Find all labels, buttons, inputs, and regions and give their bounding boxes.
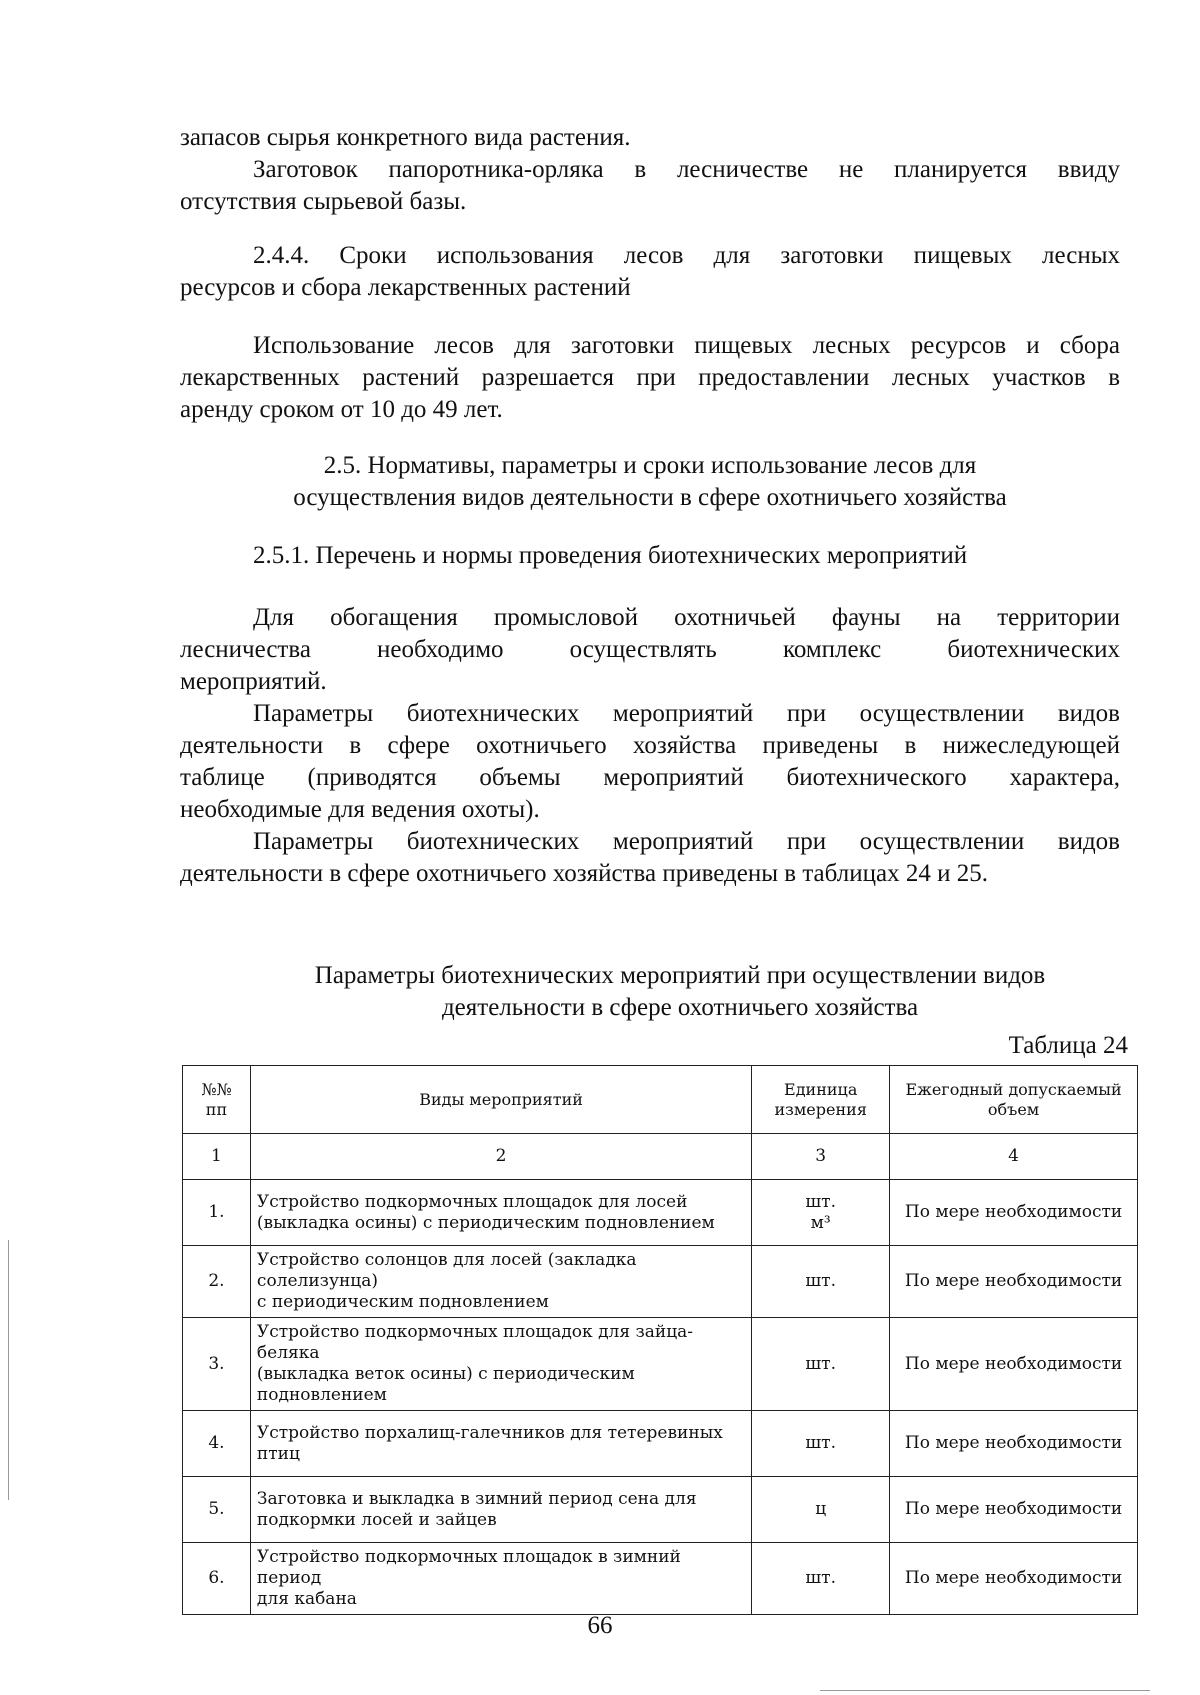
activity-line: с периодическим подновлением	[256, 1292, 549, 1312]
text-line: необходимые для ведения охоты).	[180, 796, 540, 823]
unit-line: шт.	[805, 1271, 836, 1291]
row-unit	[752, 1318, 890, 1411]
row-activity	[250, 1180, 751, 1246]
page-number: 66	[587, 1612, 613, 1639]
text-line: Параметры биотехнических мероприятий при осуществлении видов	[253, 828, 1120, 855]
table-caption: Таблица 24	[1008, 1032, 1128, 1059]
paragraph-forest-use	[180, 330, 1120, 426]
activity-line: птиц	[256, 1443, 300, 1464]
text-line: таблице (приводятся объемы мероприятий биотехнического характера,	[180, 764, 1120, 791]
table-row	[183, 1543, 1138, 1615]
unit-line: шт.	[805, 1433, 836, 1453]
header-number: №№ пп	[183, 1066, 251, 1134]
row-activity	[250, 1477, 751, 1543]
scan-artifact	[820, 1690, 1150, 1691]
row-unit	[752, 1543, 890, 1615]
activity-line: (выкладка веток осины) с периодическим подновлением	[256, 1364, 635, 1405]
header-unit: Единица измерения	[752, 1066, 890, 1134]
activity-line: для кабана	[256, 1589, 357, 1609]
text-line: аренду сроком от 10 до 49 лет.	[180, 396, 503, 423]
row-volume: По мере необходимости	[890, 1318, 1138, 1411]
table-title	[250, 960, 1110, 1024]
row-number: 1.	[183, 1180, 251, 1246]
row-activity	[250, 1318, 751, 1411]
row-number: 4.	[183, 1411, 251, 1477]
text-line: деятельности в сфере охотничьего хозяйства	[441, 994, 919, 1021]
row-activity	[250, 1543, 751, 1615]
heading-2-4-4	[180, 240, 1120, 304]
paragraph-parameters-2	[180, 826, 1120, 890]
activity-line: Устройство подкормочных площадок для зайца-беляка	[256, 1322, 694, 1363]
table-row	[183, 1318, 1138, 1411]
paragraph-continuation	[180, 122, 1120, 154]
text-line: 2.4.4. Сроки использования лесов для заготовки пищевых лесных	[253, 242, 1120, 269]
row-unit	[752, 1246, 890, 1318]
heading-2-5	[180, 450, 1120, 514]
text-line: отсутствия сырьевой базы.	[180, 188, 467, 215]
text-line: 2.5.1. Перечень и нормы проведения биотехнических мероприятий	[253, 542, 968, 569]
activity-line: Устройство порхалищ-галечников для тетеревиных	[256, 1422, 723, 1443]
column-number: 4	[890, 1134, 1138, 1180]
unit-line: шт.	[805, 1568, 836, 1588]
text-line: лесничества необходимо осуществлять комплекс биотехнических	[180, 636, 1120, 663]
text-line: Заготовок папоротника-орляка в лесничестве не планируется ввиду	[253, 156, 1120, 183]
text-line: Параметры биотехнических мероприятий при осуществлении видов	[253, 700, 1120, 727]
scan-artifact	[8, 1240, 9, 1500]
text-line: лекарственных растений разрешается при предоставлении лесных участков в	[180, 364, 1120, 391]
text-line: деятельности в сфере охотничьего хозяйства приведены в нижеследующей	[180, 732, 1120, 759]
activity-line: подкормки лосей и зайцев	[256, 1509, 497, 1530]
row-volume: По мере необходимости	[890, 1411, 1138, 1477]
row-unit	[752, 1411, 890, 1477]
row-number: 6.	[183, 1543, 251, 1615]
unit-line: шт.	[805, 1353, 836, 1374]
row-unit	[752, 1180, 890, 1246]
text-line: Параметры биотехнических мероприятий при осуществлении видов	[314, 962, 1046, 989]
activity-line: Устройство подкормочных площадок в зимний период	[256, 1547, 681, 1588]
text-line: Для обогащения промысловой охотничьей фауны на территории	[253, 604, 1120, 631]
column-number: 1	[183, 1134, 251, 1180]
paragraph-bracken	[180, 154, 1120, 218]
text-line: осуществления видов деятельности в сфере охотничьего хозяйства	[293, 484, 1007, 511]
table-row	[183, 1246, 1138, 1318]
table-24	[182, 1065, 1138, 1615]
text-line: ресурсов и сбора лекарственных растений	[180, 274, 631, 301]
table-header-row	[183, 1066, 1138, 1134]
unit-line: ц	[815, 1499, 827, 1519]
activity-line: Устройство солонцов для лосей (закладка солелизунца)	[256, 1250, 637, 1291]
paragraph-enrichment	[180, 602, 1120, 698]
row-volume: По мере необходимости	[890, 1180, 1138, 1246]
text-line: запасов сырья конкретного вида растения.	[180, 124, 631, 151]
row-activity	[250, 1411, 751, 1477]
row-activity	[250, 1246, 751, 1318]
unit-line: шт.	[805, 1191, 836, 1212]
row-volume: По мере необходимости	[890, 1543, 1138, 1615]
text-line: мероприятий.	[180, 668, 327, 695]
text-line: деятельности в сфере охотничьего хозяйства приведены в таблицах 24 и 25.	[180, 860, 988, 887]
activity-line: Устройство подкормочных площадок для лосей	[256, 1191, 688, 1212]
header-activity: Виды мероприятий	[250, 1066, 751, 1134]
column-number: 3	[752, 1134, 890, 1180]
row-unit	[752, 1477, 890, 1543]
text-line: Использование лесов для заготовки пищевых лесных ресурсов и сбора	[253, 332, 1120, 359]
unit-line: м³	[810, 1212, 831, 1233]
row-number: 3.	[183, 1318, 251, 1411]
row-number: 5.	[183, 1477, 251, 1543]
table-row	[183, 1180, 1138, 1246]
column-number: 2	[250, 1134, 751, 1180]
table-row	[183, 1411, 1138, 1477]
text-line: 2.5. Нормативы, параметры и сроки использование лесов для	[323, 452, 977, 479]
activity-line: (выкладка осины) с периодическим подновлением	[256, 1212, 715, 1233]
row-volume: По мере необходимости	[890, 1246, 1138, 1318]
paragraph-parameters-1	[180, 698, 1120, 826]
header-volume: Ежегодный допускаемый объем	[890, 1066, 1138, 1134]
heading-2-5-1	[180, 540, 1120, 572]
row-number: 2.	[183, 1246, 251, 1318]
table-row	[183, 1477, 1138, 1543]
row-volume: По мере необходимости	[890, 1477, 1138, 1543]
column-number-row	[183, 1134, 1138, 1180]
activity-line: Заготовка и выкладка в зимний период сена для	[256, 1488, 697, 1509]
